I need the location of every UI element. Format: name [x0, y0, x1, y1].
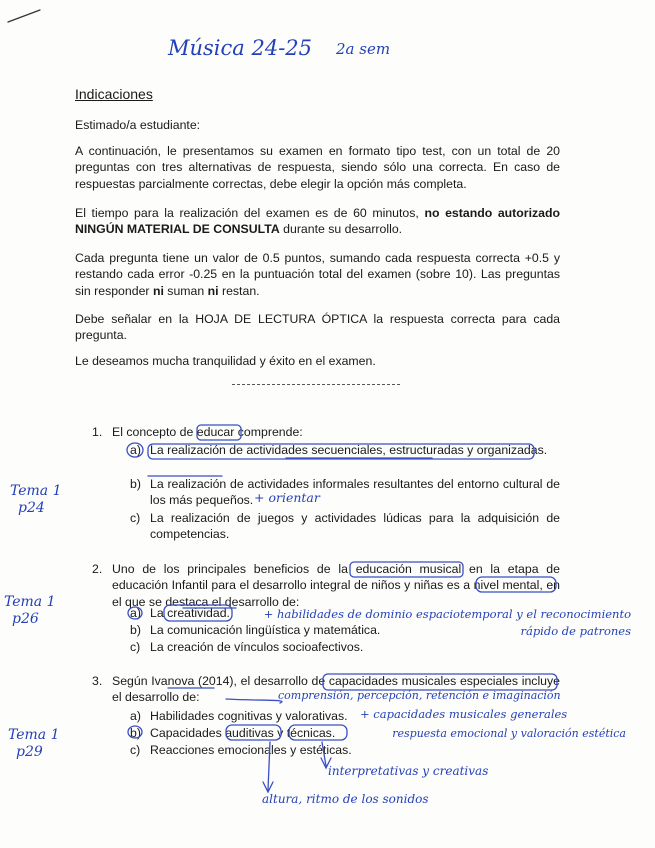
instructions-para-2: El tiempo para la realización del examen es de 60 minutos, no estando autorizado NINGÚN MATERIAL DE CONSULTA durante su desarrollo. [75, 206, 561, 237]
instructions-para-3: Cada pregunta tiene un valor de 0.5 puntos, sumando cada respuesta correcta +0.5 y restando cada error -0.25 en la puntuación total del examen (sobre 10). Las preguntas sin responder ni suman ni restan. [75, 251, 560, 298]
stray-pen-stroke [8, 10, 40, 22]
question-number: 3. [92, 674, 103, 688]
margin-note-3: Tema 1 p29 [8, 727, 60, 760]
instructions-para-1: A continuación, le presentamos su examen en formato tipo test, con un total de 20 preguntas con tres alternativas de respuesta, siendo sólo una correcta. En caso de respuestas parcialmente correctas, debe elegir la opción más completa. [75, 144, 560, 191]
option-text: Habilidades cognitivas y valorativas. [150, 709, 348, 723]
question-text: Uno de los principales beneficios de la educación musical en la etapa de educación Infantil para el desarrollo integral de niños y niñas es a nivel mental, en el que se destaca el desarrollo de: [112, 562, 560, 609]
instructions-heading: Indicaciones [75, 86, 153, 102]
option-text: La creatividad. [150, 606, 230, 620]
section-divider [232, 384, 400, 385]
option-letter: b) [130, 477, 141, 491]
greeting: Estimado/a estudiante: [75, 118, 201, 132]
option-letter: c) [130, 640, 141, 654]
option-text: La realización de actividades secuenciales, estructuradas y organizadas. [150, 443, 548, 457]
option-letter: c) [130, 511, 141, 525]
handwritten-title: Música 24-25 [168, 36, 313, 60]
question-text: Según Ivanova (2014), el desarrollo de capacidades musicales especiales incluye el desarrollo de: [112, 674, 560, 705]
option-letter: b) [130, 726, 141, 740]
option-text: La realización de juegos y actividades lúdicas para la adquisición de competencias. [150, 511, 560, 542]
option-text: La realización de actividades informales resultantes del entorno cultural de los más pequeños. [150, 477, 560, 508]
option-letter: b) [130, 623, 141, 637]
instructions-para-5: Le deseamos mucha tranquilidad y éxito en el examen. [75, 354, 376, 368]
option-letter: a) [130, 606, 141, 620]
option-letter: a) [130, 443, 141, 457]
margin-note-2: Tema 1 p26 [4, 594, 56, 627]
annotation-q3-bottom: altura, ritmo de los sonidos [262, 792, 429, 806]
option-text: Capacidades auditivas y técnicas. [150, 726, 336, 740]
annotation-q3-b: respuesta emocional y valoración estética [392, 727, 626, 740]
question-text: El concepto de educar comprende: [112, 425, 303, 439]
annotation-q1-b: + orientar [254, 490, 320, 505]
arrowhead-auditivas [263, 782, 273, 792]
margin-note-1: Tema 1 p24 [10, 483, 62, 516]
annotation-q3-a: + capacidades musicales generales [360, 707, 568, 721]
option-text: Reacciones emocionales y estéticas. [150, 743, 352, 757]
option-text: La comunicación lingüística y matemática. [150, 623, 381, 637]
option-text: La creación de vínculos socioafectivos. [150, 640, 364, 654]
option-letter: a) [130, 709, 141, 723]
annotation-q2-a: + habilidades de dominio espaciotemporal y el reconocimiento rápido de patrones [263, 607, 631, 638]
option-letter: c) [130, 743, 141, 757]
annotation-q3-c: interpretativas y creativas [328, 764, 489, 778]
handwritten-semester: 2a sem [336, 40, 391, 58]
annotation-q3-top: comprensión, percepción, retención e imaginación [278, 689, 561, 702]
instructions-para-4: Debe señalar en la HOJA DE LECTURA ÓPTICA la respuesta correcta para cada pregunta. [75, 312, 560, 343]
question-number: 2. [92, 562, 103, 576]
question-number: 1. [92, 425, 103, 439]
